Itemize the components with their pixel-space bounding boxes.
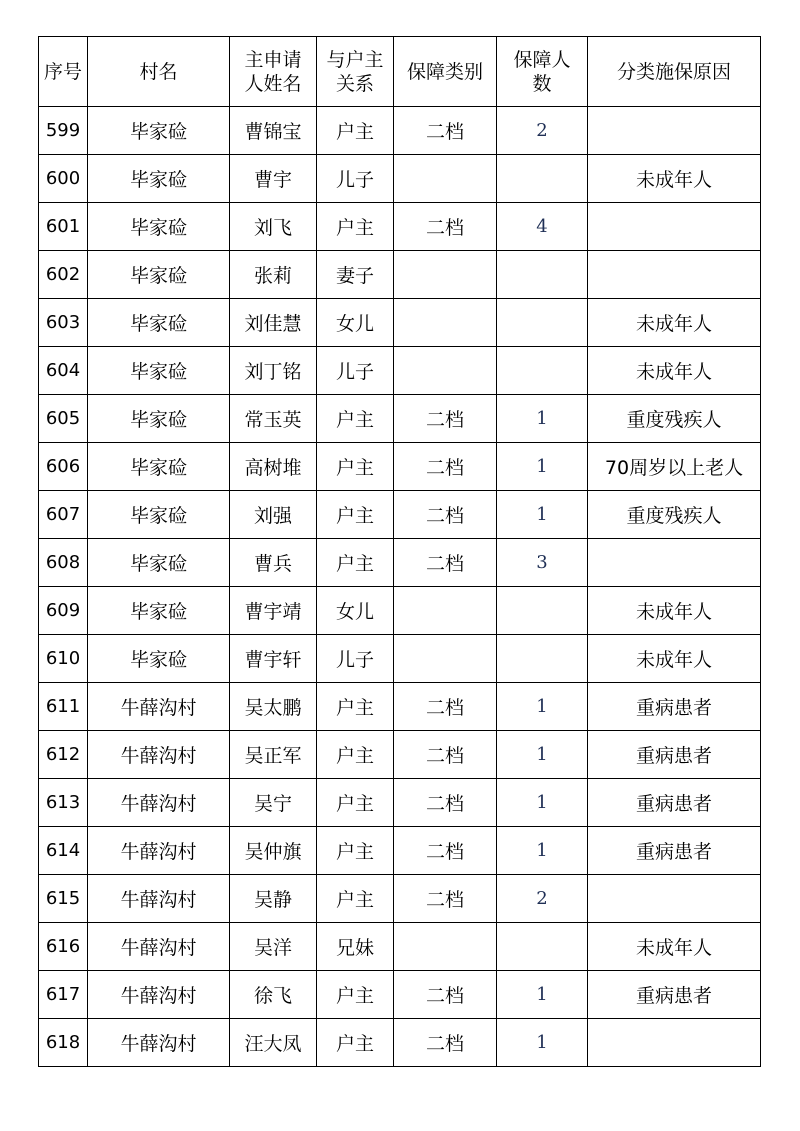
- cell-category: 二档: [394, 539, 497, 587]
- table-row: [39, 155, 761, 203]
- cell-reason: 重度残疾人: [588, 491, 761, 539]
- cell-village: 毕家硷: [88, 491, 230, 539]
- cell-count: [497, 587, 588, 635]
- cell-count: 1: [497, 395, 588, 443]
- cell-count: 3: [497, 539, 588, 587]
- cell-reason: 重度残疾人: [588, 395, 761, 443]
- cell-count: 2: [497, 107, 588, 155]
- cell-seq: 603: [39, 299, 88, 347]
- cell-relation: 户主: [317, 107, 394, 155]
- cell-reason: 70周岁以上老人: [588, 443, 761, 491]
- cell-relation: 兄妹: [317, 923, 394, 971]
- table-row: [39, 443, 761, 491]
- cell-name: 高树堆: [230, 443, 317, 491]
- cell-reason: 未成年人: [588, 587, 761, 635]
- cell-village: 牛薛沟村: [88, 1019, 230, 1067]
- cell-seq: 605: [39, 395, 88, 443]
- cell-category: [394, 347, 497, 395]
- cell-reason: [588, 539, 761, 587]
- cell-count: [497, 923, 588, 971]
- cell-village: 毕家硷: [88, 587, 230, 635]
- table-row: [39, 875, 761, 923]
- cell-relation: 户主: [317, 1019, 394, 1067]
- cell-count: 2: [497, 875, 588, 923]
- cell-name: 吴洋: [230, 923, 317, 971]
- table-row: [39, 923, 761, 971]
- cell-relation: 户主: [317, 683, 394, 731]
- cell-name: 吴宁: [230, 779, 317, 827]
- cell-count: [497, 347, 588, 395]
- cell-name: 曹兵: [230, 539, 317, 587]
- cell-name: 曹宇靖: [230, 587, 317, 635]
- cell-reason: 未成年人: [588, 923, 761, 971]
- cell-category: 二档: [394, 1019, 497, 1067]
- header-applicant-line2: 人姓名: [244, 72, 302, 95]
- cell-village: 毕家硷: [88, 443, 230, 491]
- table-row: [39, 827, 761, 875]
- cell-village: 牛薛沟村: [88, 971, 230, 1019]
- table-row: [39, 539, 761, 587]
- cell-name: 曹宇: [230, 155, 317, 203]
- cell-category: 二档: [394, 827, 497, 875]
- cell-reason: 未成年人: [588, 155, 761, 203]
- cell-village: 毕家硷: [88, 347, 230, 395]
- cell-category: [394, 635, 497, 683]
- cell-seq: 611: [39, 683, 88, 731]
- cell-relation: 户主: [317, 539, 394, 587]
- header-applicant-name: [230, 37, 317, 107]
- cell-count: [497, 251, 588, 299]
- cell-seq: 600: [39, 155, 88, 203]
- cell-name: 常玉英: [230, 395, 317, 443]
- cell-category: 二档: [394, 443, 497, 491]
- table-row: [39, 587, 761, 635]
- table-row: [39, 203, 761, 251]
- cell-category: 二档: [394, 875, 497, 923]
- table-row: [39, 251, 761, 299]
- cell-relation: 户主: [317, 779, 394, 827]
- cell-reason: [588, 1019, 761, 1067]
- cell-reason: 未成年人: [588, 347, 761, 395]
- header-row: [39, 37, 761, 107]
- cell-name: 刘强: [230, 491, 317, 539]
- cell-seq: 601: [39, 203, 88, 251]
- cell-count: 4: [497, 203, 588, 251]
- header-count-line1: 保障人: [513, 48, 571, 71]
- cell-relation: 妻子: [317, 251, 394, 299]
- header-count-line2: 数: [532, 72, 552, 95]
- cell-category: [394, 587, 497, 635]
- header-reason: 分类施保原因: [588, 37, 761, 107]
- cell-name: 吴仲旗: [230, 827, 317, 875]
- cell-seq: 607: [39, 491, 88, 539]
- cell-village: 毕家硷: [88, 155, 230, 203]
- cell-seq: 606: [39, 443, 88, 491]
- cell-seq: 617: [39, 971, 88, 1019]
- cell-category: [394, 299, 497, 347]
- cell-relation: 儿子: [317, 635, 394, 683]
- cell-count: 1: [497, 971, 588, 1019]
- header-relation-line2: 关系: [335, 72, 374, 95]
- cell-village: 牛薛沟村: [88, 875, 230, 923]
- document-sheet: [38, 36, 760, 1067]
- cell-seq: 613: [39, 779, 88, 827]
- cell-name: 汪大凤: [230, 1019, 317, 1067]
- cell-village: 毕家硷: [88, 251, 230, 299]
- cell-category: [394, 923, 497, 971]
- cell-name: 张莉: [230, 251, 317, 299]
- cell-relation: 女儿: [317, 299, 394, 347]
- header-relation: [317, 37, 394, 107]
- cell-seq: 602: [39, 251, 88, 299]
- cell-village: 毕家硷: [88, 635, 230, 683]
- cell-relation: 户主: [317, 203, 394, 251]
- cell-reason: 重病患者: [588, 971, 761, 1019]
- cell-reason: [588, 107, 761, 155]
- cell-name: 刘飞: [230, 203, 317, 251]
- cell-reason: 未成年人: [588, 635, 761, 683]
- cell-relation: 女儿: [317, 587, 394, 635]
- cell-reason: [588, 251, 761, 299]
- cell-reason: 重病患者: [588, 683, 761, 731]
- cell-seq: 599: [39, 107, 88, 155]
- cell-category: 二档: [394, 779, 497, 827]
- cell-relation: 儿子: [317, 155, 394, 203]
- cell-count: 1: [497, 731, 588, 779]
- cell-count: [497, 635, 588, 683]
- cell-count: 1: [497, 491, 588, 539]
- table-row: [39, 395, 761, 443]
- cell-relation: 户主: [317, 443, 394, 491]
- header-village: 村名: [88, 37, 230, 107]
- table-row: [39, 779, 761, 827]
- table-row: [39, 491, 761, 539]
- cell-name: 曹锦宝: [230, 107, 317, 155]
- cell-relation: 户主: [317, 827, 394, 875]
- cell-village: 毕家硷: [88, 395, 230, 443]
- cell-count: 1: [497, 443, 588, 491]
- cell-category: [394, 155, 497, 203]
- cell-village: 牛薛沟村: [88, 779, 230, 827]
- cell-seq: 604: [39, 347, 88, 395]
- cell-reason: 重病患者: [588, 731, 761, 779]
- cell-reason: 未成年人: [588, 299, 761, 347]
- header-category: 保障类别: [394, 37, 497, 107]
- cell-seq: 610: [39, 635, 88, 683]
- cell-village: 牛薛沟村: [88, 827, 230, 875]
- cell-village: 牛薛沟村: [88, 731, 230, 779]
- cell-name: 吴正军: [230, 731, 317, 779]
- cell-seq: 618: [39, 1019, 88, 1067]
- cell-village: 毕家硷: [88, 107, 230, 155]
- cell-seq: 615: [39, 875, 88, 923]
- cell-village: 牛薛沟村: [88, 683, 230, 731]
- cell-relation: 儿子: [317, 347, 394, 395]
- cell-relation: 户主: [317, 971, 394, 1019]
- cell-name: 吴太鹏: [230, 683, 317, 731]
- cell-seq: 616: [39, 923, 88, 971]
- header-applicant-line1: 主申请: [244, 48, 302, 71]
- cell-village: 毕家硷: [88, 539, 230, 587]
- cell-category: 二档: [394, 971, 497, 1019]
- cell-village: 牛薛沟村: [88, 923, 230, 971]
- cell-category: [394, 251, 497, 299]
- cell-count: 1: [497, 1019, 588, 1067]
- cell-relation: 户主: [317, 395, 394, 443]
- cell-name: 刘佳慧: [230, 299, 317, 347]
- cell-category: 二档: [394, 203, 497, 251]
- cell-name: 曹宇轩: [230, 635, 317, 683]
- cell-count: [497, 299, 588, 347]
- cell-seq: 608: [39, 539, 88, 587]
- cell-relation: 户主: [317, 875, 394, 923]
- cell-category: 二档: [394, 683, 497, 731]
- cell-count: 1: [497, 827, 588, 875]
- header-seq: 序号: [39, 37, 88, 107]
- cell-category: 二档: [394, 731, 497, 779]
- cell-name: 吴静: [230, 875, 317, 923]
- cell-relation: 户主: [317, 491, 394, 539]
- header-relation-line1: 与户主: [326, 48, 384, 71]
- cell-reason: 重病患者: [588, 827, 761, 875]
- cell-category: 二档: [394, 107, 497, 155]
- cell-category: 二档: [394, 491, 497, 539]
- cell-category: 二档: [394, 395, 497, 443]
- assistance-table: [38, 36, 761, 1067]
- cell-seq: 614: [39, 827, 88, 875]
- table-row: [39, 635, 761, 683]
- header-count: [497, 37, 588, 107]
- cell-count: 1: [497, 779, 588, 827]
- cell-reason: [588, 875, 761, 923]
- cell-reason: [588, 203, 761, 251]
- table-row: [39, 1019, 761, 1067]
- cell-count: [497, 155, 588, 203]
- cell-name: 徐飞: [230, 971, 317, 1019]
- cell-village: 毕家硷: [88, 299, 230, 347]
- table-row: [39, 347, 761, 395]
- table-row: [39, 299, 761, 347]
- cell-count: 1: [497, 683, 588, 731]
- cell-relation: 户主: [317, 731, 394, 779]
- cell-reason: 重病患者: [588, 779, 761, 827]
- table-row: [39, 107, 761, 155]
- cell-name: 刘丁铭: [230, 347, 317, 395]
- table-row: [39, 731, 761, 779]
- table-row: [39, 971, 761, 1019]
- table-row: [39, 683, 761, 731]
- cell-seq: 612: [39, 731, 88, 779]
- cell-seq: 609: [39, 587, 88, 635]
- cell-village: 毕家硷: [88, 203, 230, 251]
